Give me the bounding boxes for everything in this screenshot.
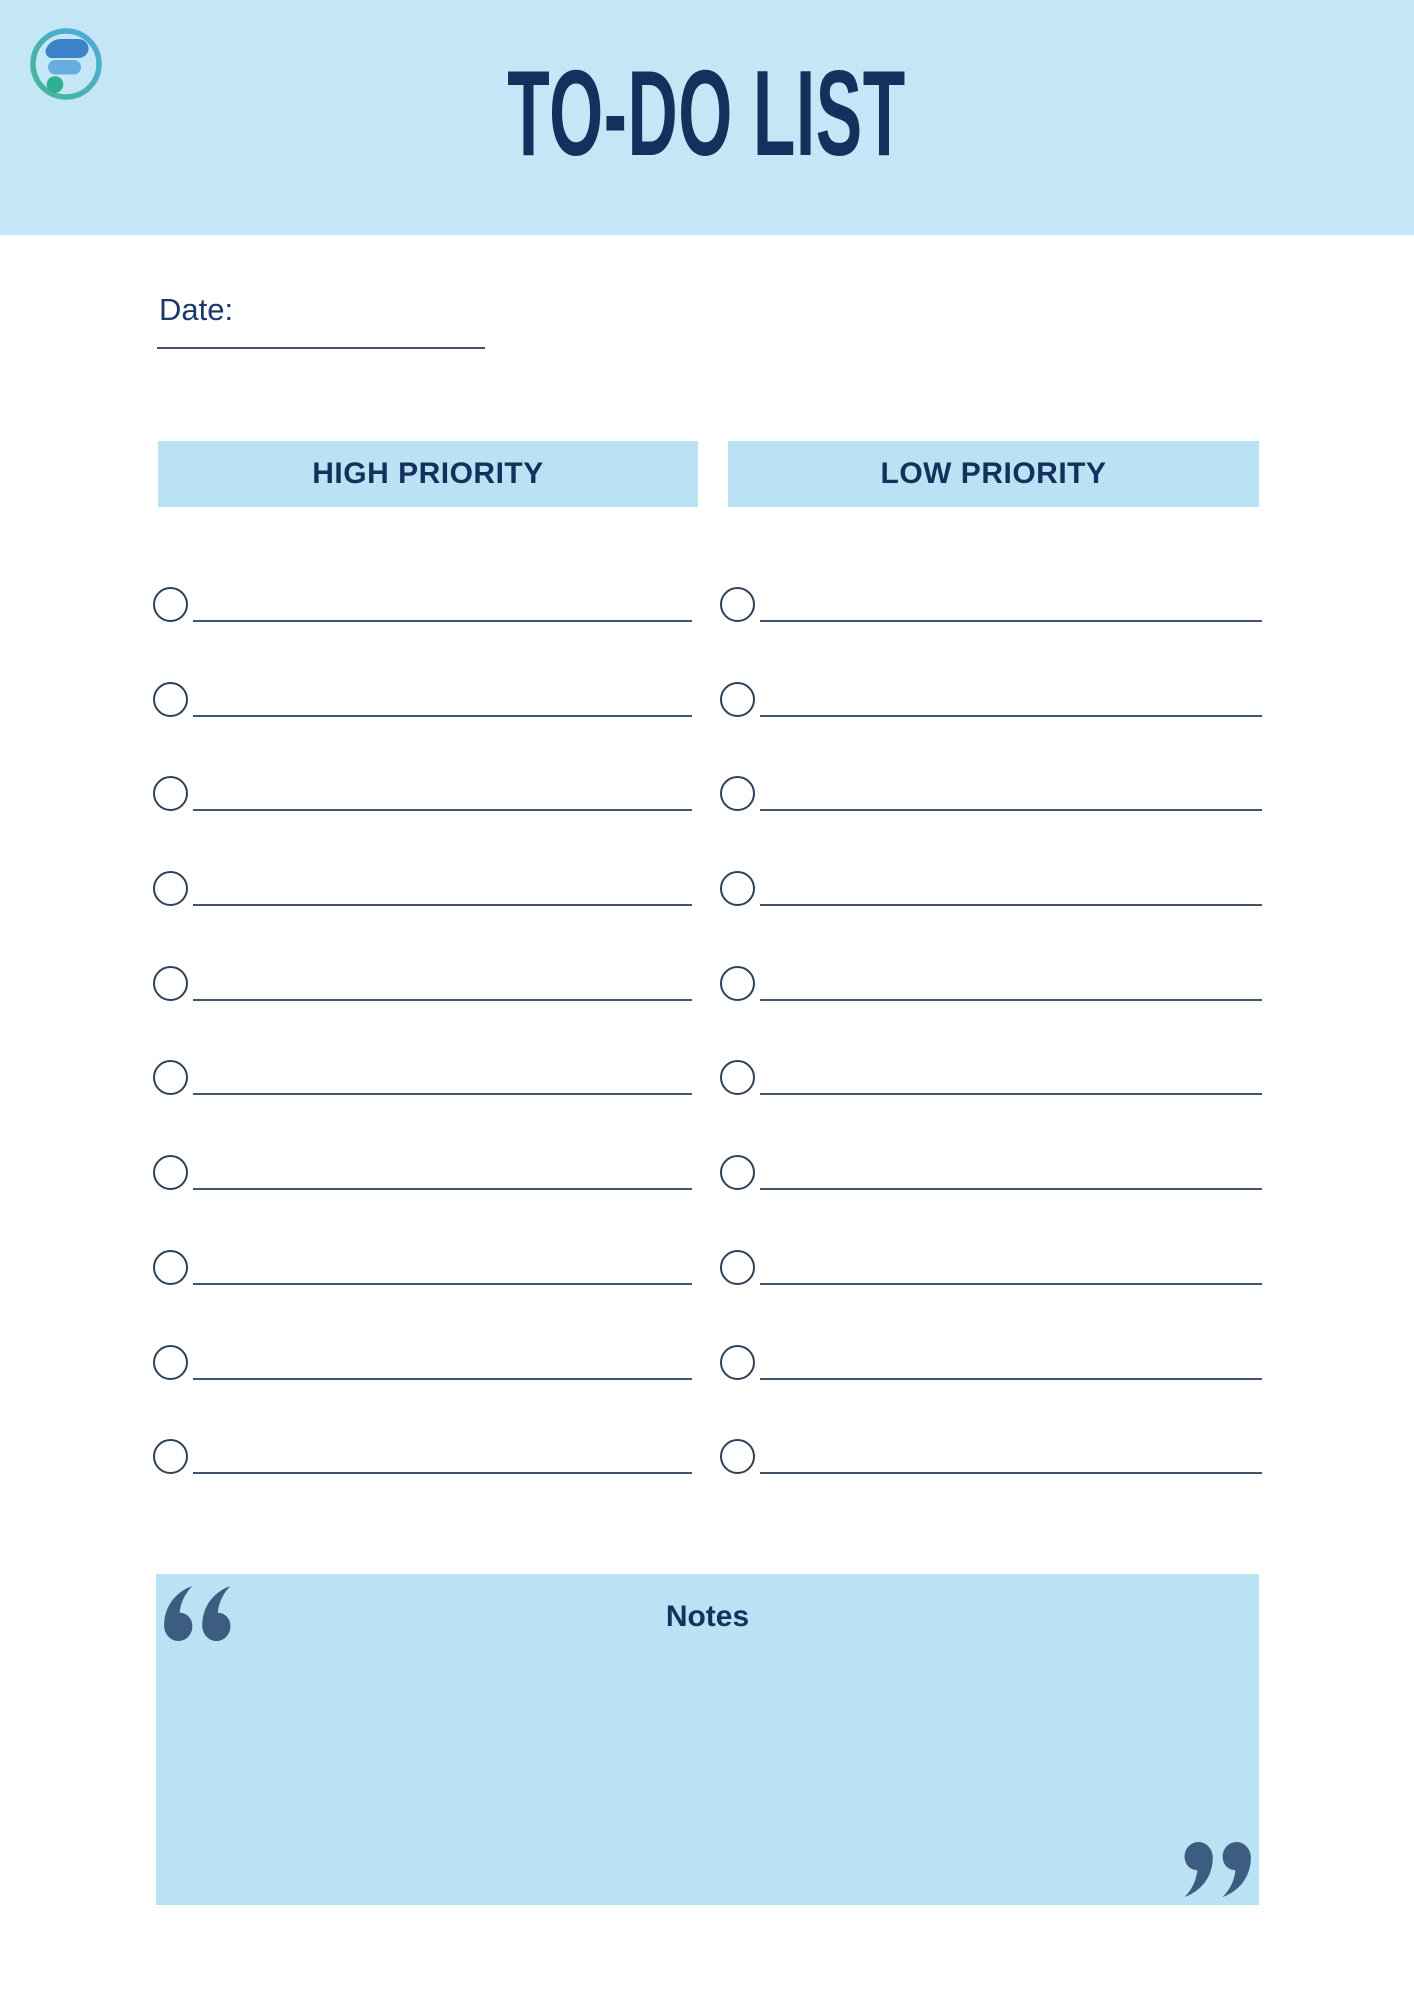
header-band <box>0 0 1414 235</box>
notes-label: Notes <box>665 1600 750 1633</box>
todo-item-line[interactable] <box>760 1093 1262 1095</box>
todo-item-line[interactable] <box>193 1378 692 1380</box>
todo-row <box>720 587 1262 682</box>
todo-checkbox[interactable] <box>720 966 755 1001</box>
close-quote-icon <box>1183 1842 1251 1897</box>
notes-area[interactable] <box>156 1574 1259 1905</box>
todo-row <box>720 682 1262 777</box>
todo-row <box>720 1060 1262 1155</box>
todo-row <box>720 1345 1262 1440</box>
todo-row <box>153 1345 692 1440</box>
todo-row <box>153 1155 692 1250</box>
todo-checkbox[interactable] <box>720 871 755 906</box>
todo-item-line[interactable] <box>193 1188 692 1190</box>
todo-row <box>153 966 692 1061</box>
todo-checkbox[interactable] <box>720 776 755 811</box>
todo-checkbox[interactable] <box>720 1345 755 1380</box>
high-priority-list <box>153 587 692 1534</box>
todo-checkbox[interactable] <box>153 682 188 717</box>
todo-row <box>720 1439 1262 1534</box>
todo-row <box>720 966 1262 1061</box>
high-priority-header <box>158 441 698 507</box>
low-priority-header-label: LOW PRIORITY <box>880 457 1107 490</box>
todo-row <box>153 776 692 871</box>
todo-item-line[interactable] <box>193 1283 692 1285</box>
todo-checkbox[interactable] <box>720 1155 755 1190</box>
low-priority-list <box>720 587 1262 1534</box>
todo-item-line[interactable] <box>193 904 692 906</box>
todo-checkbox[interactable] <box>720 1439 755 1474</box>
todo-checkbox[interactable] <box>720 682 755 717</box>
todo-item-line[interactable] <box>760 809 1262 811</box>
todo-row <box>153 587 692 682</box>
todo-checkbox[interactable] <box>153 966 188 1001</box>
todo-item-line[interactable] <box>193 809 692 811</box>
todo-row <box>720 776 1262 871</box>
todo-item-line[interactable] <box>760 1283 1262 1285</box>
todo-row <box>720 871 1262 966</box>
todo-row <box>153 1439 692 1534</box>
todo-checkbox[interactable] <box>153 1345 188 1380</box>
todo-checkbox[interactable] <box>153 1155 188 1190</box>
todo-checkbox[interactable] <box>153 1250 188 1285</box>
todo-row <box>153 1250 692 1345</box>
todo-checkbox[interactable] <box>153 1060 188 1095</box>
todo-item-line[interactable] <box>760 1472 1262 1474</box>
todo-item-line[interactable] <box>760 1378 1262 1380</box>
todo-item-line[interactable] <box>760 999 1262 1001</box>
todo-checkbox[interactable] <box>153 1439 188 1474</box>
todo-item-line[interactable] <box>760 1188 1262 1190</box>
todo-checkbox[interactable] <box>153 776 188 811</box>
date-label: Date: <box>159 292 234 327</box>
low-priority-header <box>728 441 1259 507</box>
todo-checkbox[interactable] <box>153 587 188 622</box>
todo-row <box>153 682 692 777</box>
todo-checkbox[interactable] <box>720 1250 755 1285</box>
high-priority-header-label: HIGH PRIORITY <box>312 457 544 490</box>
page-title: TO-DO LIST <box>507 45 907 181</box>
todo-row <box>153 871 692 966</box>
todo-checkbox[interactable] <box>153 871 188 906</box>
todo-item-line[interactable] <box>193 620 692 622</box>
todo-row <box>720 1250 1262 1345</box>
todo-item-line[interactable] <box>760 904 1262 906</box>
todo-row <box>720 1155 1262 1250</box>
todo-item-line[interactable] <box>760 715 1262 717</box>
date-input-line[interactable] <box>157 347 485 349</box>
todo-row <box>153 1060 692 1155</box>
todo-item-line[interactable] <box>193 1093 692 1095</box>
todo-checkbox[interactable] <box>720 587 755 622</box>
todo-item-line[interactable] <box>193 715 692 717</box>
todo-item-line[interactable] <box>193 1472 692 1474</box>
todo-item-line[interactable] <box>760 620 1262 622</box>
todo-checkbox[interactable] <box>720 1060 755 1095</box>
todo-item-line[interactable] <box>193 999 692 1001</box>
